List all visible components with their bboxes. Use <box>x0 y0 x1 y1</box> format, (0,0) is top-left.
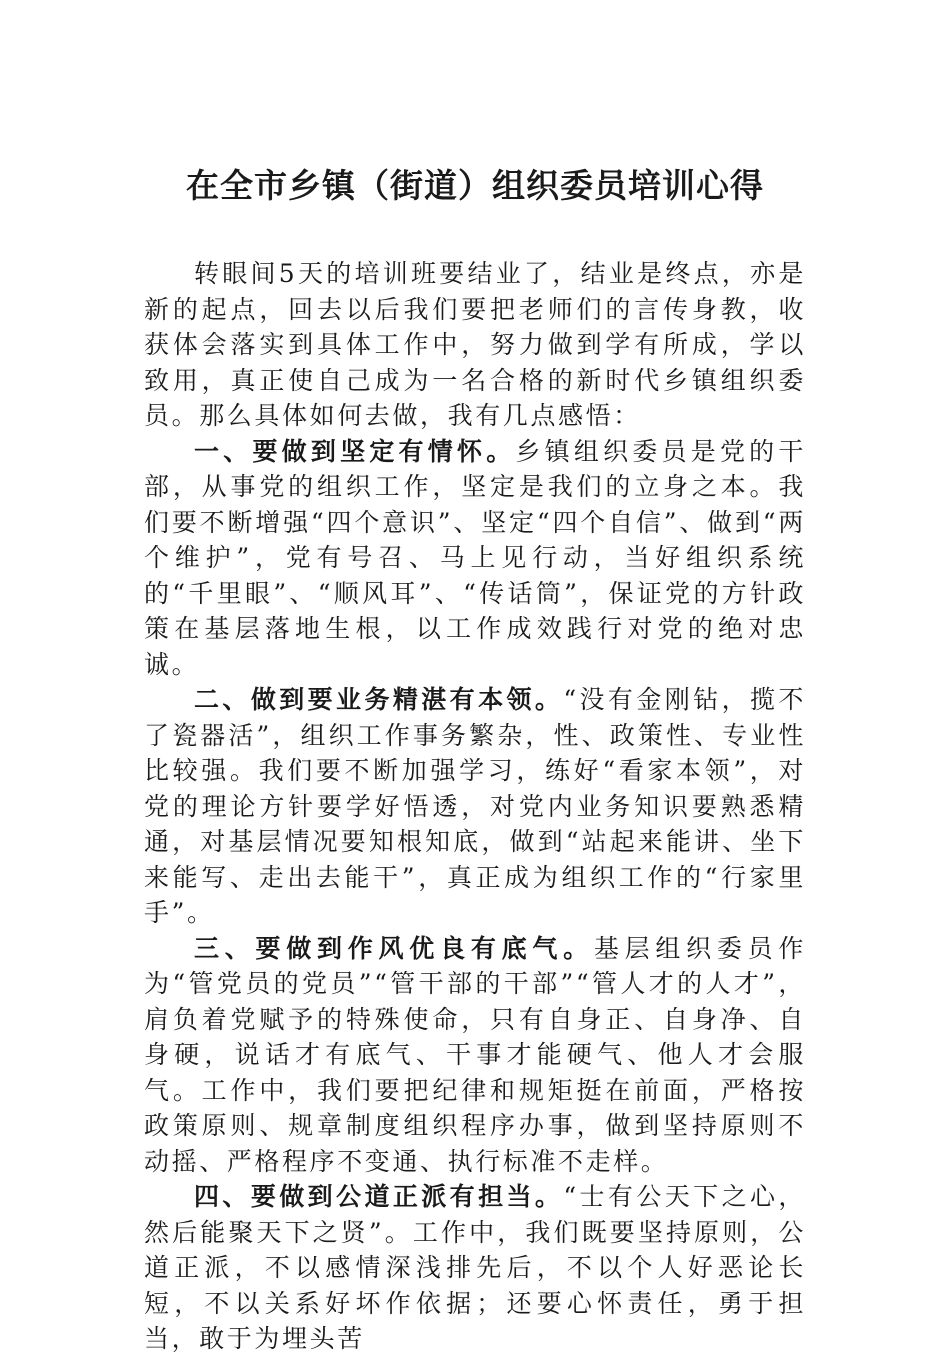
paragraph-heading: 四、要做到公道正派有担当。 <box>194 1182 564 1211</box>
paragraph-heading: 一、要做到坚定有情怀。 <box>194 436 516 466</box>
paragraph-text: 乡镇组织委员是党的干部，从事党的组织工作，坚定是我们的立身之本。我们要不断增强“四个意识”、坚定“四个自信”、做到“两个维护”，党有号召、马上见行动，当好组织系统的“千里眼”、“顺风耳”、“传话筒”，保证党的方针政策在基层落地生根，以工作成效践行对党的绝对忠诚。 <box>144 436 806 679</box>
paragraph-text: 基层组织委员作为“管党员的党员”“管干部的干部”“管人才的人才”，肩负着党赋予的特殊使命，只有自身正、自身净、自身硬，说话才有底气、干事才能硬气、他人才会服气。工作中，我们要把纪律和规矩挺在前面，严格按政策原则、规章制度组织程序办事，做到坚持原则不动摇、严格程序不变通、执行标准不走样。 <box>144 933 806 1176</box>
paragraph-text: “士有公天下之心，然后能聚天下之贤”。工作中，我们既要坚持原则，公道正派，不以感情深浅排先后，不以个人好恶论长短，不以关系好坏作依据；还要心怀责任，勇于担当，敢于为埋头苦 <box>144 1182 806 1353</box>
paragraph-heading: 三、要做到作风优良有底气。 <box>194 933 594 963</box>
intro-paragraph <box>144 256 806 434</box>
section-paragraph-3 <box>144 931 806 1180</box>
section-paragraph-4 <box>144 1179 806 1357</box>
paragraph-text: 转眼间5天的培训班要结业了，结业是终点，亦是新的起点，回去以后我们要把老师们的言传身教，收获体会落实到具体工作中，努力做到学有所成，学以致用，真正使自己成为一名合格的新时代乡镇组织委员。那么具体如何去做，我有几点感悟： <box>144 259 806 430</box>
paragraph-heading: 二、做到要业务精湛有本领。 <box>194 685 564 714</box>
section-paragraph-2 <box>144 682 806 931</box>
document-title: 在全市乡镇（街道）组织委员培训心得 <box>186 166 764 205</box>
paragraph-text: “没有金刚钻，揽不了瓷器活”，组织工作事务繁杂，性、政策性、专业性比较强。我们要不断加强学习，练好“看家本领”，对党的理论方针要学好悟透，对党内业务知识要熟悉精通，对基层情况要知根知底，做到“站起来能讲、坐下来能写、走出去能干”，真正成为组织工作的“行家里手”。 <box>144 685 806 927</box>
document-body <box>144 256 806 1357</box>
section-paragraph-1 <box>144 434 806 683</box>
